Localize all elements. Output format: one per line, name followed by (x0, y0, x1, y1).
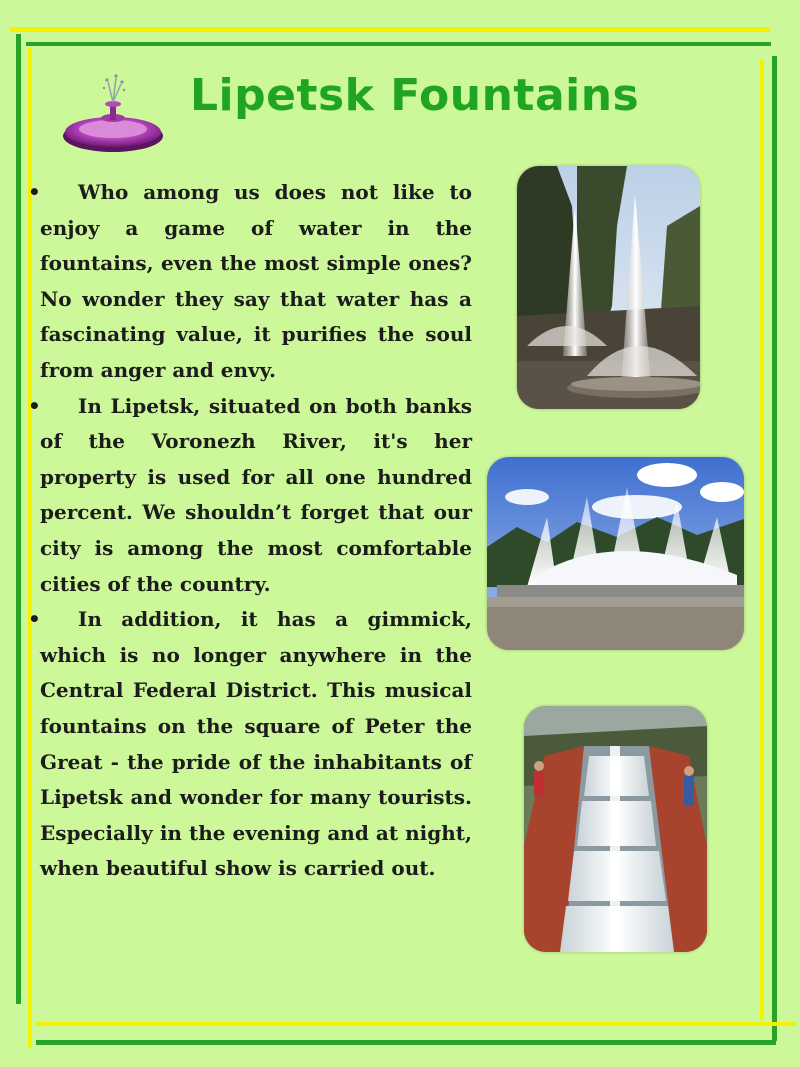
paragraph-3 (28, 602, 472, 887)
paragraph-1 (28, 175, 472, 389)
bullet-icon: • (28, 607, 41, 632)
fountain-photo-1 (517, 166, 700, 409)
bullet-icon: • (28, 393, 41, 418)
paragraph-2 (28, 389, 472, 603)
fountain-photo-3 (524, 706, 707, 952)
page-title: Lipetsk Fountains (190, 70, 640, 121)
frame-right-yellow (760, 60, 764, 1020)
paragraph-text: In Lipetsk, situated on both banks of the Voronezh River, it's her property is used for all one hundred percent. We shouldn’t forget that our city is among the most comfortable cities of the country. (40, 393, 472, 596)
frame-bottom-yellow (36, 1022, 796, 1026)
frame-top-yellow (10, 27, 770, 32)
paragraph-text: In addition, it has a gimmick, which is no longer anywhere in the Central Federal District. This musical fountains on the square of Peter the Great - the pride of the inhabitants of Lipetsk and wonder for many tourists. Especially in the evening and at night, when beautiful show is carried out. (40, 607, 472, 881)
frame-left-green (16, 34, 21, 1004)
bullet-icon: • (28, 180, 41, 204)
frame-right-green (772, 56, 777, 1041)
fountain-icon (58, 74, 168, 156)
body-text (28, 175, 472, 887)
frame-top-green (26, 42, 771, 46)
fountain-photo-2 (487, 457, 744, 650)
paragraph-text: Who among us does not like to enjoy a game of water in the fountains, even the most simple ones? No wonder they say that water has a fascinating value, it purifies the soul from anger and envy. (40, 180, 472, 382)
frame-bottom-green (36, 1040, 776, 1045)
